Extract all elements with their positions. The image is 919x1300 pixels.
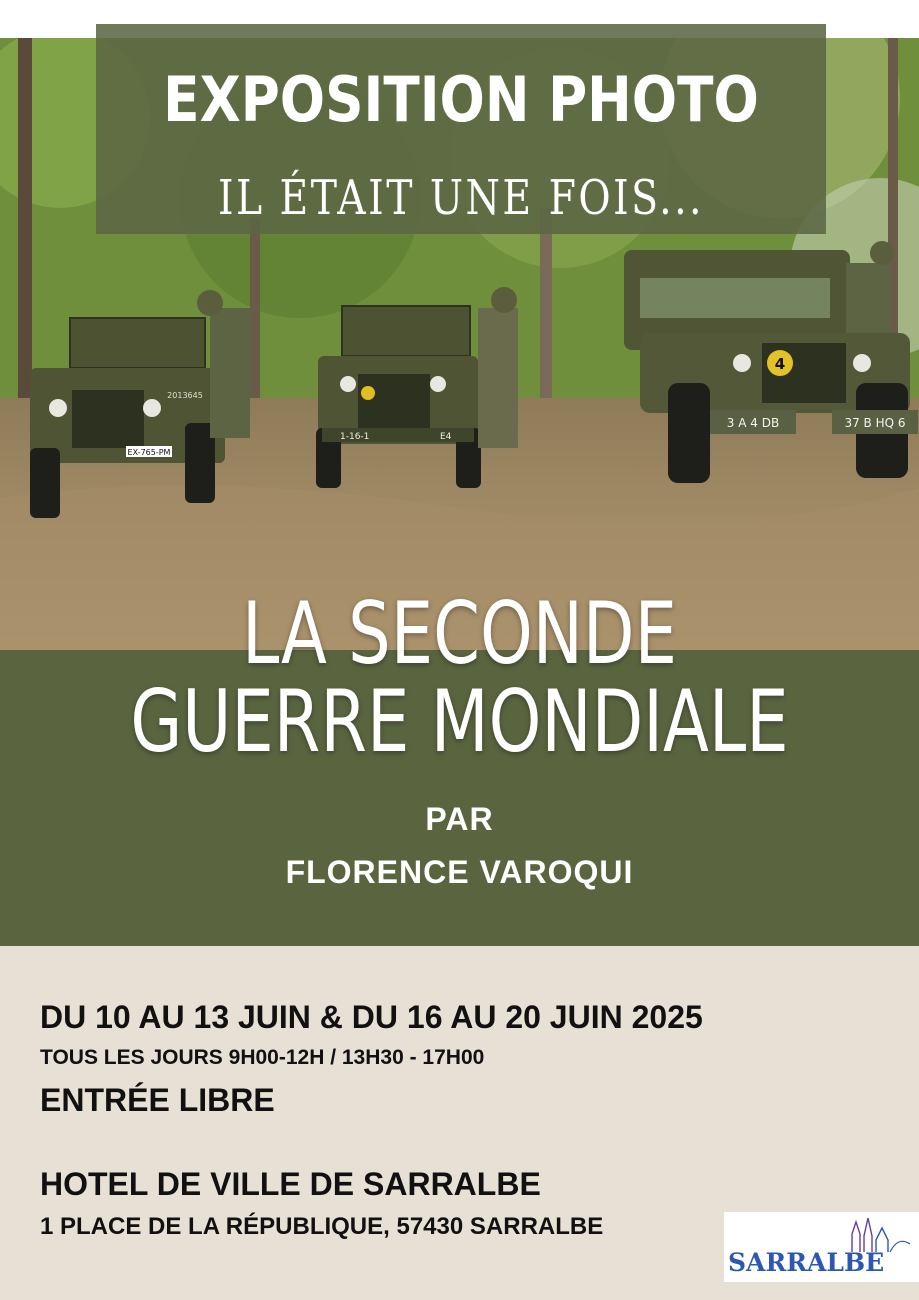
venue-address: 1 PLACE DE LA RÉPUBLIQUE, 57430 SARRALBE	[40, 1213, 604, 1240]
truck-plate-right: 37 B HQ 6	[844, 416, 906, 430]
opening-hours: TOUS LES JOURS 9H00-12H / 13H30 - 17H00	[40, 1046, 485, 1069]
headline	[101, 584, 818, 772]
venue-name: HOTEL DE VILLE DE SARRALBE	[40, 1166, 541, 1202]
jeep-left-hood-number: 2013645	[167, 391, 203, 400]
logo-text: SARRALBE	[728, 1248, 885, 1277]
jeep-middle-bumper-left: 1-16-1	[340, 432, 370, 442]
headline-line-1: LA SECONDE	[242, 584, 677, 684]
sarralbe-logo	[724, 1212, 919, 1282]
poster-subtitle: IL ÉTAIT UNE FOIS...	[217, 170, 705, 226]
headline-line-2: GUERRE MONDIALE	[130, 672, 789, 772]
author-name: FLORENCE VAROQUI	[285, 854, 634, 890]
jeep-left-plate: EX-765-PM	[127, 448, 171, 457]
jeep-middle-bumper-right: E4	[440, 432, 452, 442]
truck-badge: 4	[774, 355, 786, 373]
truck-plate-left: 3 A 4 DB	[726, 416, 780, 430]
entry-info: ENTRÉE LIBRE	[40, 1082, 275, 1118]
poster-title: EXPOSITION PHOTO	[163, 63, 759, 136]
exhibition-dates: DU 10 AU 13 JUIN & DU 16 AU 20 JUIN 2025	[40, 999, 703, 1035]
by-label: PAR	[425, 801, 494, 837]
title-box	[96, 24, 826, 234]
